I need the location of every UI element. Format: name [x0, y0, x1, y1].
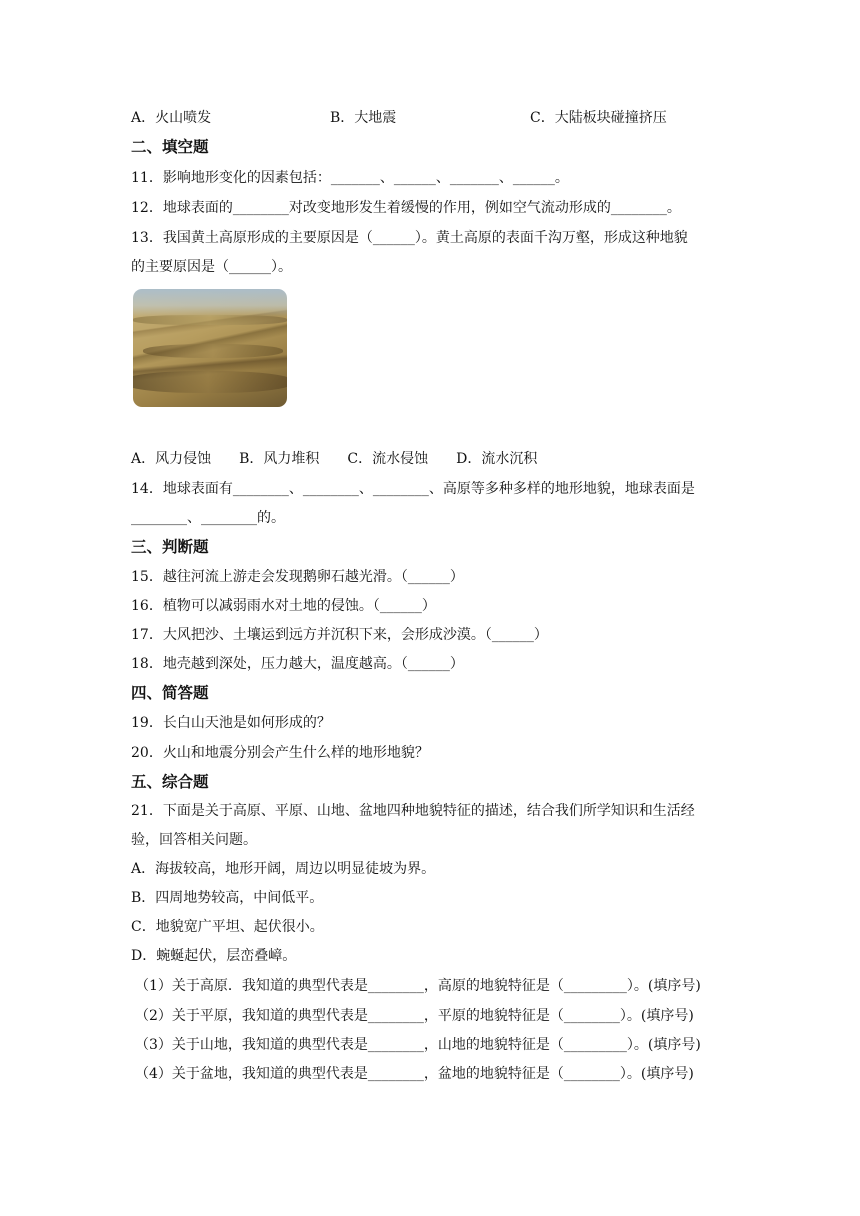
- question-19: 19．长白山天池是如何形成的？: [131, 715, 331, 731]
- question-18: 18．地壳越到深处，压力越大，温度越高。（______）: [131, 656, 464, 672]
- q10-option-b: B．大地震: [330, 110, 397, 126]
- q10-option-c: C．大陆板块碰撞挤压: [530, 110, 667, 126]
- question-17: 17．大风把沙、土壤运到远方并沉积下来，会形成沙漠。（______）: [131, 627, 548, 643]
- section-heading-fill-blank: 二、填空题: [131, 138, 209, 156]
- question-21-sub-2: （2）关于平原，我知道的典型代表是________，平原的地貌特征是（________）。(填序号): [135, 1008, 694, 1024]
- question-16: 16．植物可以减弱雨水对土地的侵蚀。（______）: [131, 598, 436, 614]
- question-21-sub-4: （4）关于盆地，我知道的典型代表是________，盆地的地貌特征是（________）。(填序号): [135, 1066, 694, 1082]
- question-12: 12．地球表面的________对改变地形发生着缓慢的作用，例如空气流动形成的________。: [131, 200, 681, 216]
- question-20: 20．火山和地震分别会产生什么样的地形地貌？: [131, 745, 429, 761]
- q21-option-a: A．海拔较高，地形开阔，周边以明显徒坡为界。: [131, 861, 436, 877]
- question-14-line-1: 14．地球表面有________、________、________、高原等多种多样的地形地貌，地球表面是: [131, 481, 695, 497]
- q10-option-a: A．火山喷发: [131, 110, 212, 126]
- q21-option-b: B．四周地势较高，中间低平。: [131, 890, 324, 906]
- section-heading-short-answer: 四、简答题: [131, 684, 209, 702]
- section-heading-true-false: 三、判断题: [131, 538, 209, 556]
- question-13-options: A．风力侵蚀 B．风力堆积 C．流水侵蚀 D．流水沉积: [131, 451, 538, 467]
- section-heading-comprehensive: 五、综合题: [131, 773, 209, 791]
- question-13-line-2: 的主要原因是（______）。: [131, 259, 292, 275]
- question-21-sub-3: （3）关于山地，我知道的典型代表是________，山地的地貌特征是（_________）。(填序号): [135, 1037, 701, 1053]
- q21-option-d: D．蜿蜒起伏，层峦叠嶂。: [131, 948, 297, 964]
- question-21-line-2: 验，回答相关问题。: [131, 832, 257, 848]
- question-15: 15．越往河流上游走会发现鹅卵石越光滑。（______）: [131, 569, 464, 585]
- question-11: 11．影响地形变化的因素包括：_______、______、_______、______。: [131, 170, 569, 186]
- q21-option-c: C．地貌宽广平坦、起伏很小。: [131, 919, 324, 935]
- loess-plateau-photo: [133, 289, 287, 407]
- question-21-sub-1: （1）关于高原．我知道的典型代表是________，高原的地貌特征是（_________）。(填序号): [135, 978, 701, 994]
- question-13-line-1: 13．我国黄土高原形成的主要原因是（______）。黄土高原的表面千沟万壑，形成这种地貌: [131, 230, 688, 246]
- question-14-line-2: ________、________的。: [131, 510, 285, 526]
- question-21-line-1: 21．下面是关于高原、平原、山地、盆地四种地貌特征的描述，结合我们所学知识和生活经: [131, 803, 695, 819]
